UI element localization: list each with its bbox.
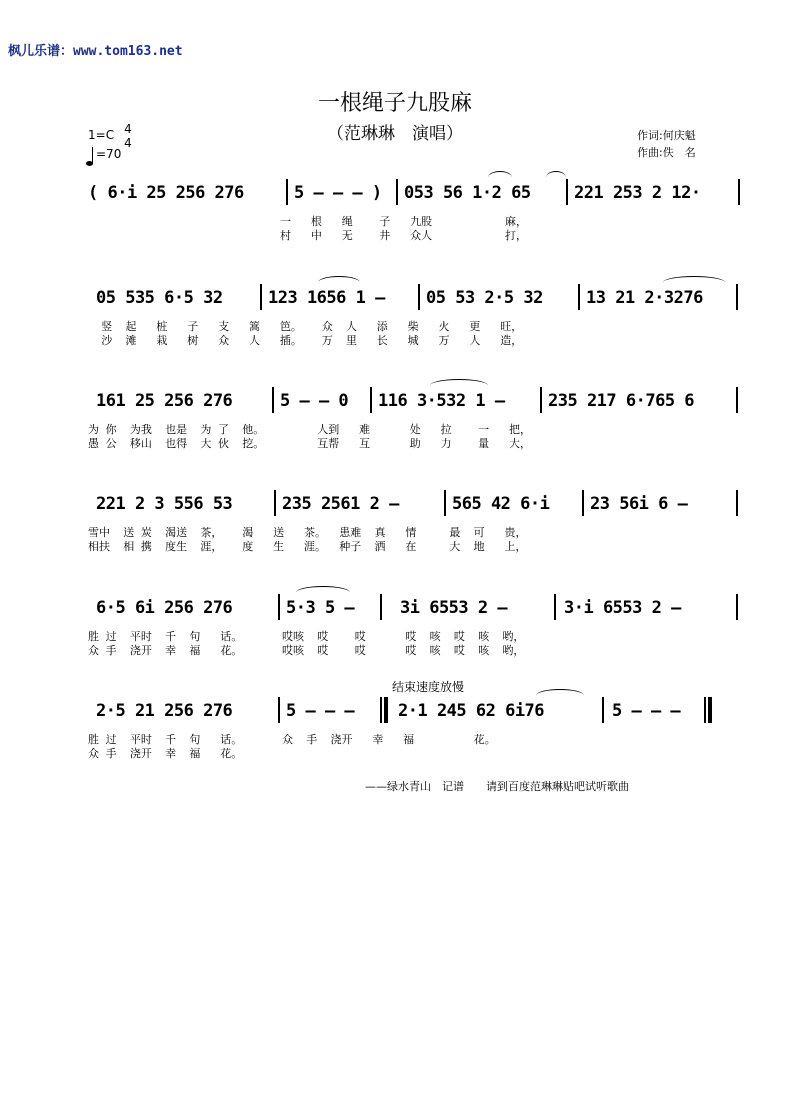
lyricist: 作词:何庆魁 — [637, 129, 696, 142]
barline — [540, 387, 542, 413]
barline — [566, 179, 568, 205]
measure-segment: 5 – – – — [286, 701, 355, 721]
measure-segment: 5 – – – ) — [294, 183, 382, 203]
singer-label: （范琳琳 演唱） — [327, 124, 463, 144]
lyrics-verse-2: 沙 滩 栽 树 众 人 插。 万 里 长 城 万 人 造， — [88, 334, 523, 347]
lyrics-verse-1: 竖 起 桩 子 支 篙 笆。 众 人 添 柴 火 更 旺， — [88, 320, 523, 333]
measure-segment: 565 42 6·i — [452, 494, 550, 514]
lyrics-verse-1: 胜 过 平时 千 句 话。 哎咳 哎 哎 哎 咳 哎 咳 哟， — [88, 630, 525, 643]
time-signature-bottom: 4 — [124, 136, 132, 150]
barline — [260, 284, 262, 310]
barline — [418, 284, 420, 310]
measure-segment: ( 6·i 25 256 276 — [88, 183, 244, 203]
barline — [736, 594, 738, 620]
lyrics-verse-2: 愚 公 移山 也得 大 伙 挖。 互帮 互 助 力 量 大， — [88, 437, 532, 450]
barline — [738, 179, 740, 205]
measure-segment: 2·1 245 62 6i76 — [398, 701, 545, 721]
repeat-barline-thick — [384, 697, 388, 723]
measure-segment: 13 21 2·3276 — [586, 288, 703, 308]
measure-segment: 6·5 6i 256 276 — [96, 598, 233, 618]
song-title: 一根绳子九股麻 — [317, 91, 472, 116]
measure-segment: 235 217 6·765 6 — [548, 391, 695, 411]
slur-mark — [430, 379, 488, 392]
final-barline-thick — [708, 697, 712, 723]
barline — [286, 179, 288, 205]
barline — [578, 284, 580, 310]
measure-segment: 23 56i 6 – — [590, 494, 688, 514]
composer: 作曲:佚 名 — [637, 146, 696, 159]
lyrics-verse-1: 雪中 送 炭 渴送 茶， 渴 送 茶。 患难 真 情 最 可 贵， — [88, 526, 527, 539]
repeat-barline — [380, 697, 382, 723]
measure-segment: 05 53 2·5 32 — [426, 288, 543, 308]
quarter-note-icon — [86, 161, 93, 166]
barline — [274, 490, 276, 516]
tempo-value: =70 — [96, 147, 122, 161]
barline — [272, 387, 274, 413]
barline — [444, 490, 446, 516]
final-barline — [704, 697, 706, 723]
slur-mark — [318, 276, 360, 289]
footer-note: ——绿水青山 记谱 请到百度范琳琳贴吧试听歌曲 — [365, 780, 629, 793]
key-signature: 1=C — [88, 128, 115, 142]
tempo-marking — [86, 147, 121, 161]
measure-segment: 123 1656 1 – — [268, 288, 385, 308]
barline — [278, 697, 280, 723]
measure-segment: 161 25 256 276 — [96, 391, 233, 411]
barline — [736, 490, 738, 516]
lyrics-verse-1: 胜 过 平时 千 句 话。 众 手 浇开 幸 福 花。 — [88, 733, 496, 746]
tempo-instruction: 结束速度放慢 — [392, 680, 465, 694]
lyrics-verse-2: 众 手 浇开 幸 福 花。 — [88, 747, 243, 760]
lyrics-verse-2: 众 手 浇开 幸 福 花。 哎咳 哎 哎 哎 咳 哎 咳 哟， — [88, 644, 525, 657]
barline — [736, 387, 738, 413]
time-signature-top: 4 — [124, 122, 132, 136]
measure-segment: 221 253 2 12· — [574, 183, 701, 203]
slur-mark — [536, 689, 584, 702]
measure-segment: 5 – – – — [612, 701, 681, 721]
barline — [396, 179, 398, 205]
measure-segment: 053 56 1·2 65 — [404, 183, 531, 203]
slur-mark — [663, 276, 725, 289]
slur-mark — [296, 586, 350, 599]
measure-segment: 116 3·532 1 – — [378, 391, 505, 411]
lyrics-verse-2: 村 中 无 井 众人 打， — [88, 229, 527, 242]
credits — [637, 127, 696, 161]
measure-segment: 5·3 5 – — [286, 598, 355, 618]
barline — [380, 594, 382, 620]
measure-segment: 5 – – 0 — [280, 391, 349, 411]
measure-segment: 3·i 6553 2 – — [564, 598, 681, 618]
barline — [736, 284, 738, 310]
time-signature — [123, 122, 133, 150]
measure-segment: 3i 6553 2 – — [400, 598, 508, 618]
lyrics-verse-2: 相扶 相 携 度生 涯， 度 生 涯。 种子 洒 在 大 地 上， — [88, 540, 527, 553]
barline — [602, 697, 604, 723]
site-label: 枫儿乐谱：www.tom163.net — [8, 44, 183, 59]
barline — [278, 594, 280, 620]
measure-segment: 2·5 21 256 276 — [96, 701, 233, 721]
barline — [554, 594, 556, 620]
measure-segment: 235 2561 2 – — [282, 494, 399, 514]
slur-mark — [546, 171, 566, 184]
slur-mark — [488, 171, 512, 184]
lyrics-verse-1: 一 根 绳 子 九股 麻， — [88, 215, 527, 228]
measure-segment: 221 2 3 556 53 — [96, 494, 233, 514]
lyrics-verse-1: 为 你 为我 也是 为 了 他。 人到 难 处 拉 一 把， — [88, 423, 532, 436]
barline — [582, 490, 584, 516]
barline — [370, 387, 372, 413]
measure-segment: 05 535 6·5 32 — [96, 288, 223, 308]
